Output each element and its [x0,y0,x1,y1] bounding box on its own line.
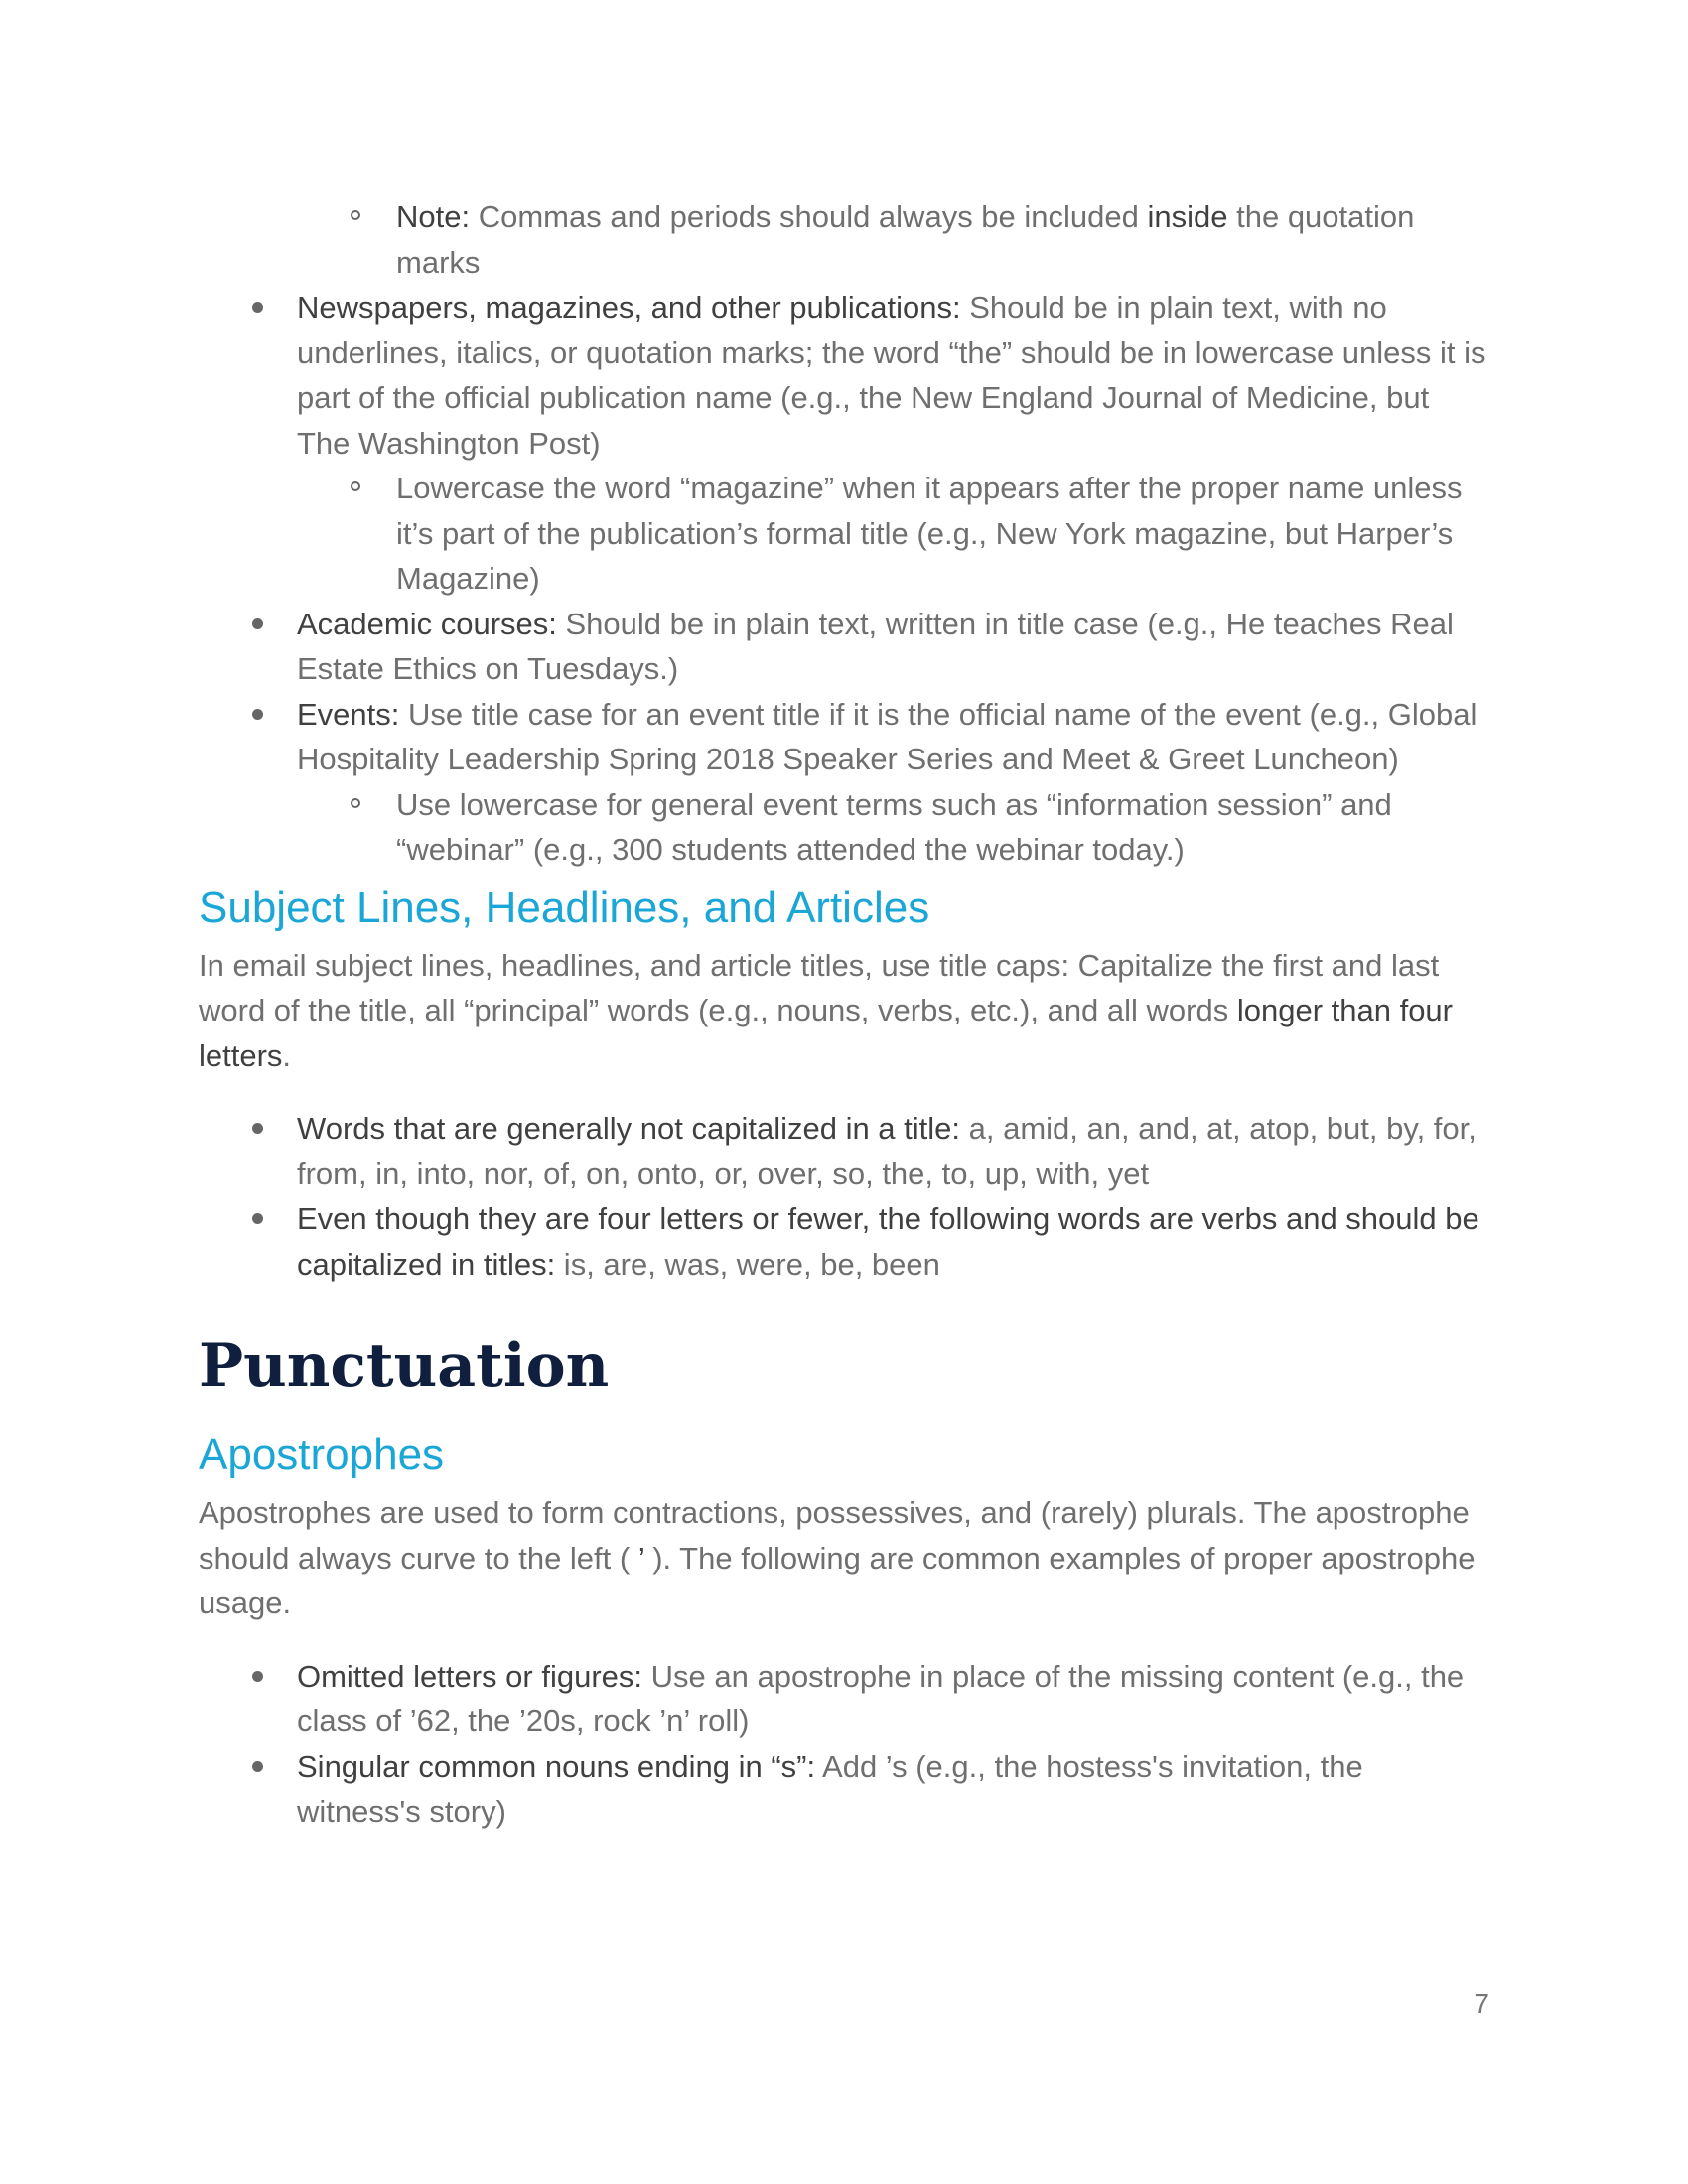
subject-intro-paragraph: In email subject lines, headlines, and article titles, use title caps: Capitalize the first and last word of the title, all “principal” words (e.g., nouns, verbs, etc.), and all words longer than four letters. [199,947,1453,1073]
page-content [199,195,1489,1835]
page-number: 7 [1474,1988,1489,2019]
apostrophes-heading: Apostrophes [199,1431,445,1479]
list-item-term: Events: [297,696,400,732]
list-item-term: Words that are generally not capitalized in a title: [297,1111,961,1146]
top-bullet-list [199,195,1489,873]
list-item: Academic courses: Should be in plain text, written in title case (e.g., He teaches Real Estate Ethics on Tuesdays.) [199,602,1489,692]
emphasis-text: longer than four letters [199,993,1453,1073]
apostrophes-intro-paragraph: Apostrophes are used to form contractions, possessives, and (rarely) plurals. The apostrophe should always curve to the left ( ’ ). The following are common examples of proper apostrophe usage. [199,1495,1476,1620]
list-item-term: Singular common nouns ending in “s”: [297,1748,816,1784]
list-item: Note: Commas and periods should always be included inside the quotation marks [199,195,1489,285]
list-item: Words that are generally not capitalized in a title: a, amid, an, and, at, atop, but, by, for, from, in, into, nor, of, on, onto, or, over, so, the, to, up, with, yet [199,1106,1489,1196]
apostrophes-bullet-list [199,1654,1489,1835]
list-item-term: Note: [396,200,471,234]
list-item-term: Newspapers, magazines, and other publications: [297,290,961,325]
list-item: Even though they are four letters or fewer, the following words are verbs and should be capitalized in titles: is, are, was, were, be, been [199,1196,1489,1287]
list-item: Omitted letters or figures: Use an apostrophe in place of the missing content (e.g., the class of ’62, the ’20s, rock ’n’ roll) [199,1654,1489,1744]
list-item: Newspapers, magazines, and other publications: Should be in plain text, with no underlines, italics, or quotation marks; the word “the” should be in lowercase unless it is part of the official publication name (e.g., the New England Journal of Medicine, but The Washington Post) [199,285,1489,466]
list-item-term: Academic courses: [297,606,557,641]
list-item-term: Even though they are four letters or fewer, the following words are verbs and should be capitalized in titles: [297,1201,1479,1282]
emphasis-text: inside [1147,200,1228,234]
list-item: Lowercase the word “magazine” when it appears after the proper name unless it’s part of the publication’s formal title (e.g., New York magazine, but Harper’s Magazine) [199,466,1489,602]
list-item: Use lowercase for general event terms such as “information session” and “webinar” (e.g., 300 students attended the webinar today.) [199,782,1489,873]
list-item-term: Omitted letters or figures: [297,1658,643,1694]
list-item: Singular common nouns ending in “s”: Add ’s (e.g., the hostess's invitation, the witness's story) [199,1744,1489,1835]
subject-lines-heading: Subject Lines, Headlines, and Articles [199,883,930,932]
punctuation-heading: Punctuation [199,1331,610,1401]
subject-bullet-list [199,1106,1489,1287]
list-item: Events: Use title case for an event title if it is the official name of the event (e.g., Global Hospitality Leadership Spring 2018 Speaker Series and Meet & Greet Luncheon) [199,692,1489,782]
emphasis-text: ’ [637,1540,644,1575]
